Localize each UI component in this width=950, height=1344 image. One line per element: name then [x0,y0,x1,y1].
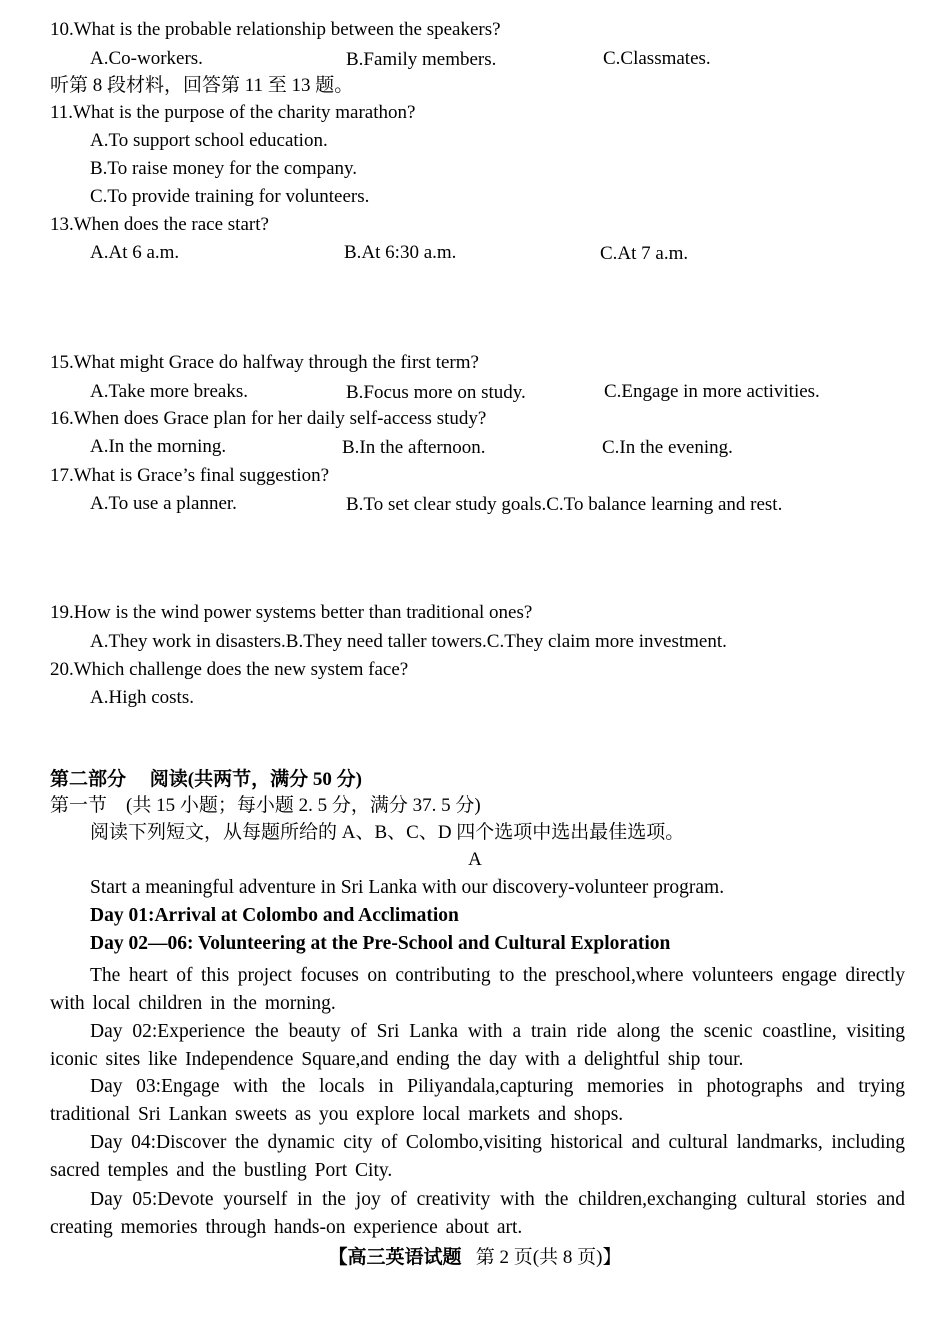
q10-option-c: C.Classmates. [603,48,711,69]
q11-option-c: C.To provide training for volunteers. [90,186,370,207]
question-18-stem: 19.How is the wind power systems better than traditional ones? [50,602,533,623]
passage-paragraph-5: Day 05:Devote yourself in the joy of creativity with the children,exchanging cultural stories and creating memories through hands-on experience about art. [50,1189,905,1238]
part2-instruction: 阅读下列短文，从每题所给的 A、B、C、D 四个选项中选出最佳选项。 [90,822,685,843]
day0206-title: Volunteering at the Pre-School and Cultural Exploration [197,933,671,954]
day01-line [90,904,459,928]
q18-option-a: A.They work in disasters.B.They need taller towers.C.They claim more investment. [90,631,727,652]
part2-heading: 第二部分 阅读(共两节，满分 50 分) [50,769,362,790]
day0206-line [90,932,670,956]
question-12-stem: 13.When does the race start? [50,214,269,235]
q15-option-b: B.In the afternoon. [342,437,486,458]
footer-exam-title: 【高三英语试题 [328,1247,462,1268]
passage-paragraph-2: Day 02:Experience the beauty of Sri Lanka with a train ride along the scenic coastline, visiting iconic sites like Independence Square,and ending the day with a delightful ship tour. [50,1021,905,1070]
question-15-stem: 16.When does Grace plan for her daily self-access study? [50,408,487,429]
day01-title: Arrival at Colombo and Acclimation [154,905,459,926]
q14-option-c: C.Engage in more activities. [604,381,820,402]
day0206-label: Day 02—06: [90,933,198,954]
q12-option-c: C.At 7 a.m. [600,243,689,264]
q16-option-b: B.To set clear study goals.C.To balance learning and rest. [346,494,783,515]
q14-option-b: B.Focus more on study. [346,382,526,403]
day01-label: Day 01: [90,905,155,926]
question-19-stem: 20.Which challenge does the new system face? [50,659,409,680]
passage-paragraph-1: The heart of this project focuses on contributing to the preschool,where volunteers engage directly with local children in the morning. [50,965,905,1014]
q10-option-a: A.Co-workers. [90,48,203,69]
question-16-stem: 17.What is Grace’s final suggestion? [50,465,330,486]
part2-section1: 第一节 (共 15 小题；每小题 2. 5 分，满分 37. 5 分) [50,795,481,816]
q14-option-a: A.Take more breaks. [90,381,248,402]
q16-option-a: A.To use a planner. [90,493,237,514]
question-10-stem: 10.What is the probable relationship between the speakers? [50,19,501,40]
passage-intro: Start a meaningful adventure in Sri Lanka with our discovery-volunteer program. [90,877,725,898]
q15-option-a: A.In the morning. [90,436,227,457]
section-note-8: 听第 8 段材料，回答第 11 至 13 题。 [50,75,354,96]
q11-option-b: B.To raise money for the company. [90,158,358,179]
question-14-stem: 15.What might Grace do halfway through the first term? [50,352,479,373]
q10-option-b: B.Family members. [346,49,497,70]
passage-paragraph-4: Day 04:Discover the dynamic city of Colombo,visiting historical and cultural landmarks, including sacred temples and the bustling Port City. [50,1132,905,1181]
q19-options: A.High costs. [90,687,194,708]
q11-option-a: A.To support school education. [90,130,328,151]
passage-paragraph-3: Day 03:Engage with the locals in Piliyandala,capturing memories in photographs and trying traditional Sri Lankan sweets as you explore local markets and shops. [50,1076,905,1125]
page-footer [0,1246,950,1270]
q15-option-c: C.In the evening. [602,437,733,458]
q12-option-a: A.At 6 a.m. [90,242,180,263]
question-11-stem: 11.What is the purpose of the charity marathon? [50,102,416,123]
passage-label: A [468,849,482,870]
q12-option-b: B.At 6:30 a.m. [344,242,457,263]
footer-page-number: 第 2 页(共 8 页)】 [475,1247,622,1268]
